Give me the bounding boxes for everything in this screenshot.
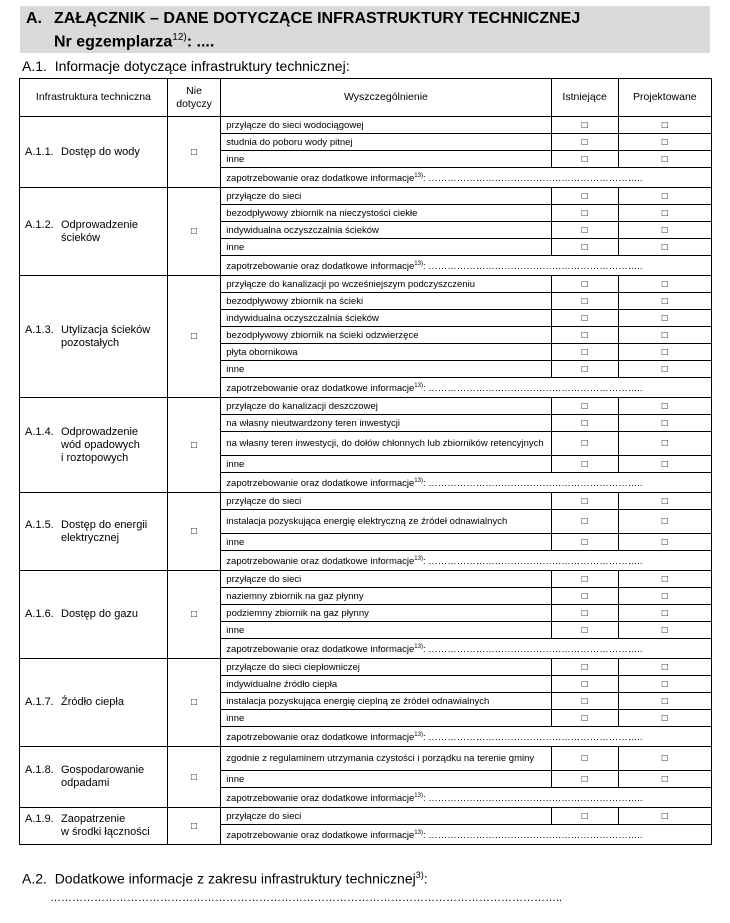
existing-checkbox[interactable]: □ bbox=[551, 415, 618, 432]
existing-checkbox[interactable]: □ bbox=[551, 310, 618, 327]
category-name bbox=[20, 808, 168, 845]
table-row bbox=[20, 276, 712, 293]
additional-info-label: zapotrzebowanie oraz dodatkowe informacje bbox=[226, 261, 415, 273]
item-description: indywidualne źródło ciepła bbox=[221, 676, 551, 693]
copy-number-label bbox=[54, 32, 214, 51]
table-header-row bbox=[20, 79, 712, 117]
additional-info-field[interactable] bbox=[221, 788, 712, 808]
item-description: inne bbox=[221, 622, 551, 639]
planned-checkbox[interactable]: □ bbox=[618, 588, 711, 605]
planned-checkbox[interactable]: □ bbox=[618, 510, 711, 534]
not-applicable-checkbox[interactable]: □ bbox=[167, 747, 220, 808]
existing-checkbox[interactable]: □ bbox=[551, 293, 618, 310]
planned-checkbox[interactable]: □ bbox=[618, 432, 711, 456]
category-name bbox=[20, 747, 168, 808]
planned-checkbox[interactable]: □ bbox=[618, 239, 711, 256]
item-description: przyłącze do sieci bbox=[221, 188, 551, 205]
category-label: Źródło ciepła bbox=[61, 696, 124, 708]
section-a1-number: A.1. bbox=[22, 58, 47, 74]
item-description: na własny teren inwestycji, do dołów chłonnych lub zbiorników retencyjnych bbox=[221, 432, 551, 456]
table-row bbox=[20, 188, 712, 205]
existing-checkbox[interactable]: □ bbox=[551, 510, 618, 534]
header-title-text: ZAŁĄCZNIK – DANE DOTYCZĄCE INFRASTRUKTURY TECHNICZNEJ bbox=[54, 10, 581, 27]
section-a1-text: Informacje dotyczące infrastruktury technicznej: bbox=[54, 58, 350, 74]
section-a2-text: Dodatkowe informacje z zakresu infrastruktury technicznej bbox=[54, 870, 416, 887]
existing-checkbox[interactable]: □ bbox=[551, 588, 618, 605]
planned-checkbox[interactable]: □ bbox=[618, 571, 711, 588]
additional-info-label: zapotrzebowanie oraz dodatkowe informacje bbox=[226, 383, 415, 395]
item-description: inne bbox=[221, 151, 551, 168]
existing-checkbox[interactable]: □ bbox=[551, 134, 618, 151]
col-header-specification: Wyszczególnienie bbox=[221, 79, 551, 117]
item-description: podziemny zbiornik na gaz płynny bbox=[221, 605, 551, 622]
category-label: Utylizacja ścieków bbox=[61, 323, 151, 336]
existing-checkbox[interactable]: □ bbox=[551, 659, 618, 676]
section-a1-title bbox=[22, 58, 350, 74]
additional-info-label: zapotrzebowanie oraz dodatkowe informacje bbox=[226, 478, 415, 490]
item-description: przyłącze do kanalizacji deszczowej bbox=[221, 398, 551, 415]
existing-checkbox[interactable]: □ bbox=[551, 276, 618, 293]
item-description: przyłącze do kanalizacji po wcześniejszym podczyszczeniu bbox=[221, 276, 551, 293]
additional-info-footnote: 13) bbox=[414, 792, 423, 799]
category-code: A.1.6. bbox=[25, 608, 54, 620]
not-applicable-checkbox[interactable]: □ bbox=[167, 808, 220, 845]
additional-info-dots: : ………………………………………………………….. bbox=[422, 732, 643, 744]
table-row bbox=[20, 398, 712, 415]
not-applicable-checkbox[interactable]: □ bbox=[167, 188, 220, 276]
planned-checkbox[interactable]: □ bbox=[618, 493, 711, 510]
category-code: A.1.9. bbox=[25, 813, 54, 825]
category-label: Gospodarowanie bbox=[61, 764, 145, 776]
item-description: bezodpływowy zbiornik na nieczystości ciekłe bbox=[221, 205, 551, 222]
planned-checkbox[interactable]: □ bbox=[618, 361, 711, 378]
additional-info-footnote: 13) bbox=[414, 477, 423, 484]
additional-info-footnote: 13) bbox=[414, 829, 423, 836]
item-description: przyłącze do sieci bbox=[221, 808, 551, 825]
additional-info-footnote: 13) bbox=[414, 555, 423, 562]
existing-checkbox[interactable]: □ bbox=[551, 747, 618, 771]
additional-info-footnote: 13) bbox=[414, 260, 423, 267]
additional-info-footnote: 13) bbox=[414, 731, 423, 738]
table-row bbox=[20, 659, 712, 676]
not-applicable-checkbox[interactable]: □ bbox=[167, 659, 220, 747]
additional-info-dots: : ………………………………………………………….. bbox=[422, 644, 643, 656]
existing-checkbox[interactable]: □ bbox=[551, 622, 618, 639]
existing-checkbox[interactable]: □ bbox=[551, 710, 618, 727]
category-name bbox=[20, 188, 168, 276]
category-label: Dostęp do wody bbox=[61, 145, 140, 158]
existing-checkbox[interactable]: □ bbox=[551, 693, 618, 710]
section-a2-title bbox=[22, 870, 428, 887]
existing-checkbox[interactable]: □ bbox=[551, 534, 618, 551]
additional-info-field[interactable] bbox=[221, 639, 712, 659]
planned-checkbox[interactable]: □ bbox=[618, 327, 711, 344]
category-code: A.1.8. bbox=[25, 764, 54, 776]
copy-footnote: 12) bbox=[172, 32, 187, 43]
table-row bbox=[20, 808, 712, 825]
item-description: przyłącze do sieci wodociągowej bbox=[221, 117, 551, 134]
additional-info-dots: : ………………………………………………………….. bbox=[422, 383, 643, 395]
col-header-planned: Projektowane bbox=[618, 79, 711, 117]
category-name bbox=[20, 571, 168, 659]
additional-info-label: zapotrzebowanie oraz dodatkowe informacje bbox=[226, 830, 415, 842]
col-header-infrastructure: Infrastruktura techniczna bbox=[20, 79, 168, 117]
planned-checkbox[interactable]: □ bbox=[618, 676, 711, 693]
copy-value-placeholder[interactable]: : .... bbox=[186, 33, 215, 51]
existing-checkbox[interactable]: □ bbox=[551, 398, 618, 415]
not-applicable-checkbox[interactable]: □ bbox=[167, 493, 220, 571]
item-description: bezodpływowy zbiornik na ścieki bbox=[221, 293, 551, 310]
planned-checkbox[interactable]: □ bbox=[618, 293, 711, 310]
existing-checkbox[interactable]: □ bbox=[551, 239, 618, 256]
table-row bbox=[20, 117, 712, 134]
item-description: inne bbox=[221, 361, 551, 378]
additional-info-field[interactable] bbox=[221, 378, 712, 398]
item-description: przyłącze do sieci ciepłowniczej bbox=[221, 659, 551, 676]
planned-checkbox[interactable]: □ bbox=[618, 771, 711, 788]
planned-checkbox[interactable]: □ bbox=[618, 205, 711, 222]
item-description: na własny nieutwardzony teren inwestycji bbox=[221, 415, 551, 432]
category-label: Odprowadzenie bbox=[61, 218, 139, 231]
additional-info-field[interactable] bbox=[221, 168, 712, 188]
table-row bbox=[20, 571, 712, 588]
category-label: Odprowadzenie bbox=[61, 425, 139, 438]
additional-info-dots: : ………………………………………………………….. bbox=[422, 556, 643, 568]
item-description: instalacja pozyskująca energię elektryczną ze źródeł odnawialnych bbox=[221, 510, 551, 534]
planned-checkbox[interactable]: □ bbox=[618, 134, 711, 151]
item-description: studnia do poboru wody pitnej bbox=[221, 134, 551, 151]
existing-checkbox[interactable]: □ bbox=[551, 493, 618, 510]
category-name bbox=[20, 276, 168, 398]
existing-checkbox[interactable]: □ bbox=[551, 771, 618, 788]
existing-checkbox[interactable]: □ bbox=[551, 456, 618, 473]
table-row bbox=[20, 747, 712, 771]
section-a2-footnote: 3) bbox=[415, 870, 424, 880]
additional-info-field[interactable] bbox=[221, 473, 712, 493]
category-code: A.1.3. bbox=[25, 323, 54, 336]
item-description: przyłącze do sieci bbox=[221, 493, 551, 510]
not-applicable-checkbox[interactable]: □ bbox=[167, 571, 220, 659]
additional-info-dots: : ………………………………………………………….. bbox=[422, 478, 643, 490]
category-name bbox=[20, 493, 168, 571]
copy-label: Nr egzemplarza bbox=[54, 33, 173, 51]
col-header-not-applicable: Nie dotyczy bbox=[167, 79, 220, 117]
category-label: ścieków bbox=[61, 231, 101, 244]
category-code: A.1.2. bbox=[25, 218, 54, 231]
existing-checkbox[interactable]: □ bbox=[551, 117, 618, 134]
planned-checkbox[interactable]: □ bbox=[618, 344, 711, 361]
existing-checkbox[interactable]: □ bbox=[551, 571, 618, 588]
category-label: i roztopowych bbox=[61, 451, 129, 464]
existing-checkbox[interactable]: □ bbox=[551, 188, 618, 205]
additional-info-field[interactable]: ………………………………………………………………………………………………………………………….. bbox=[50, 892, 563, 904]
existing-checkbox[interactable]: □ bbox=[551, 676, 618, 693]
col-header-existing: Istniejące bbox=[551, 79, 618, 117]
existing-checkbox[interactable]: □ bbox=[551, 205, 618, 222]
item-description: inne bbox=[221, 710, 551, 727]
category-label: pozostałych bbox=[61, 336, 120, 349]
planned-checkbox[interactable]: □ bbox=[618, 534, 711, 551]
planned-checkbox[interactable]: □ bbox=[618, 747, 711, 771]
additional-info-field[interactable] bbox=[221, 256, 712, 276]
category-label: wód opadowych bbox=[61, 438, 140, 451]
existing-checkbox[interactable]: □ bbox=[551, 344, 618, 361]
item-description: zgodnie z regulaminem utrzymania czystości i porządku na terenie gminy bbox=[221, 747, 551, 771]
existing-checkbox[interactable]: □ bbox=[551, 151, 618, 168]
category-label: Zaopatrzenie bbox=[61, 813, 126, 825]
additional-info-dots: : ………………………………………………………….. bbox=[422, 261, 643, 273]
additional-info-dots: : ………………………………………………………….. bbox=[422, 830, 643, 842]
existing-checkbox[interactable]: □ bbox=[551, 432, 618, 456]
existing-checkbox[interactable]: □ bbox=[551, 327, 618, 344]
category-code: A.1.4. bbox=[25, 425, 54, 438]
category-name bbox=[20, 398, 168, 493]
planned-checkbox[interactable]: □ bbox=[618, 710, 711, 727]
item-description: instalacja pozyskująca energię cieplną ze źródeł odnawialnych bbox=[221, 693, 551, 710]
additional-info-footnote: 13) bbox=[414, 172, 423, 179]
category-code: A.1.5. bbox=[25, 518, 54, 531]
existing-checkbox[interactable]: □ bbox=[551, 605, 618, 622]
item-description: płyta obornikowa bbox=[221, 344, 551, 361]
planned-checkbox[interactable]: □ bbox=[618, 151, 711, 168]
category-label: Dostęp do gazu bbox=[61, 608, 139, 620]
planned-checkbox[interactable]: □ bbox=[618, 605, 711, 622]
item-description: przyłącze do sieci bbox=[221, 571, 551, 588]
category-code: A.1.1. bbox=[25, 145, 54, 158]
category-name bbox=[20, 659, 168, 747]
not-applicable-checkbox[interactable]: □ bbox=[167, 398, 220, 493]
item-description: indywidualna oczyszczalnia ścieków bbox=[221, 310, 551, 327]
item-description: inne bbox=[221, 456, 551, 473]
additional-info-dots: : ………………………………………………………….. bbox=[422, 793, 643, 805]
additional-info-label: zapotrzebowanie oraz dodatkowe informacje bbox=[226, 644, 415, 656]
planned-checkbox[interactable]: □ bbox=[618, 117, 711, 134]
header-title bbox=[26, 10, 580, 28]
planned-checkbox[interactable]: □ bbox=[618, 222, 711, 239]
planned-checkbox[interactable]: □ bbox=[618, 276, 711, 293]
additional-info-label: zapotrzebowanie oraz dodatkowe informacje bbox=[226, 793, 415, 805]
existing-checkbox[interactable]: □ bbox=[551, 808, 618, 825]
additional-info-field[interactable] bbox=[221, 727, 712, 747]
category-label: odpadami bbox=[61, 777, 110, 789]
planned-checkbox[interactable]: □ bbox=[618, 808, 711, 825]
planned-checkbox[interactable]: □ bbox=[618, 415, 711, 432]
planned-checkbox[interactable]: □ bbox=[618, 622, 711, 639]
item-description: inne bbox=[221, 771, 551, 788]
category-name bbox=[20, 117, 168, 188]
planned-checkbox[interactable]: □ bbox=[618, 398, 711, 415]
planned-checkbox[interactable]: □ bbox=[618, 310, 711, 327]
additional-info-label: zapotrzebowanie oraz dodatkowe informacje bbox=[226, 732, 415, 744]
infrastructure-table bbox=[19, 78, 712, 845]
item-description: naziemny zbiornik na gaz płynny bbox=[221, 588, 551, 605]
item-description: bezodpływowy zbiornik na ścieki odzwierzęce bbox=[221, 327, 551, 344]
section-a2-colon: : bbox=[423, 870, 428, 887]
planned-checkbox[interactable]: □ bbox=[618, 188, 711, 205]
additional-info-field[interactable] bbox=[221, 551, 712, 571]
section-a2-number: A.2. bbox=[22, 870, 47, 887]
section-header bbox=[20, 6, 710, 53]
planned-checkbox[interactable]: □ bbox=[618, 659, 711, 676]
existing-checkbox[interactable]: □ bbox=[551, 222, 618, 239]
not-applicable-checkbox[interactable]: □ bbox=[167, 276, 220, 398]
not-applicable-checkbox[interactable]: □ bbox=[167, 117, 220, 188]
additional-info-footnote: 13) bbox=[414, 643, 423, 650]
table-row bbox=[20, 493, 712, 510]
item-description: indywidualna oczyszczalnia ścieków bbox=[221, 222, 551, 239]
additional-info-field[interactable] bbox=[221, 825, 712, 845]
additional-info-dots: : ………………………………………………………….. bbox=[422, 173, 643, 185]
header-letter: A. bbox=[26, 10, 42, 27]
category-label: elektrycznej bbox=[61, 531, 120, 544]
item-description: inne bbox=[221, 534, 551, 551]
category-label: w środki łączności bbox=[61, 826, 150, 838]
item-description: inne bbox=[221, 239, 551, 256]
additional-info-footnote: 13) bbox=[414, 382, 423, 389]
category-label: Dostęp do energii bbox=[61, 518, 148, 531]
additional-info-label: zapotrzebowanie oraz dodatkowe informacje bbox=[226, 173, 415, 185]
planned-checkbox[interactable]: □ bbox=[618, 456, 711, 473]
planned-checkbox[interactable]: □ bbox=[618, 693, 711, 710]
additional-info-label: zapotrzebowanie oraz dodatkowe informacje bbox=[226, 556, 415, 568]
existing-checkbox[interactable]: □ bbox=[551, 361, 618, 378]
category-code: A.1.7. bbox=[25, 696, 54, 708]
